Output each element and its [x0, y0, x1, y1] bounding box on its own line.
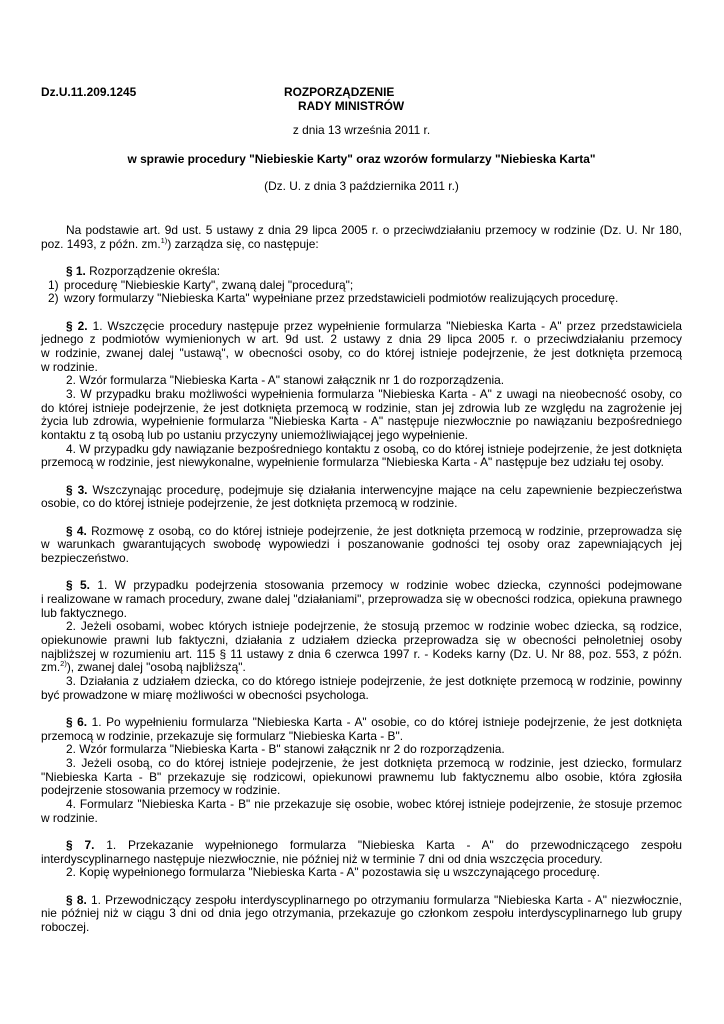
section-5-line — [41, 579, 682, 593]
section-label: § 4. — [66, 523, 87, 538]
section-7 — [41, 839, 682, 880]
section-8-line: roboczej. — [41, 920, 90, 935]
act-type-title: ROZPORZĄDZENIE — [284, 85, 395, 99]
line-text: 1. Przewodniczący zespołu interdyscyplinarnego po otrzymaniu formularza "Niebieska Karta - A" niezwłocznie, — [91, 892, 682, 907]
list-item — [41, 279, 682, 293]
section-3-line: osobie, co do której istnieje podejrzenie, że jest dotknięta przemocą w rodzinie. — [41, 496, 458, 511]
line-text: poz. 1493, z późn. zm. — [41, 236, 161, 251]
line-text: ) zarządza się, co następuje: — [167, 236, 319, 251]
section-7-line: 2. Kopię wypełnionego formularza "Niebieska Karta - A" pozostawia się u wszczynającego procedurę. — [66, 865, 600, 880]
section-3 — [41, 484, 682, 511]
section-2 — [41, 320, 682, 470]
act-subject: w sprawie procedury "Niebieskie Karty" oraz wzorów formularzy "Niebieska Karta" — [127, 152, 596, 166]
section-5-line: opiekunowie prawni lub faktyczni, działania z udziałem dziecka przeprowadza się w obecności pełnoletniej osoby — [41, 633, 682, 648]
footnote-reference: 1) — [160, 235, 168, 245]
section-2-line: życia lub zdrowia, wypełnienie formularza "Niebieska Karta - A" następuje niezwłocznie po nawiązaniu bezpośredniego — [41, 414, 682, 429]
section-label: § 1. — [66, 264, 86, 278]
line-text: ), zwanej dalej "osobą najbliższą". — [66, 660, 246, 675]
section-5-line: 3. Działania z udziałem dziecka, co do którego istnieje podejrzenie, że jest dotknięte przemocą w rodzinie, powinny — [66, 674, 682, 689]
section-4-line: w warunkach gwarantujących swobodę wypowiedzi i poszanowanie godności tej osoby oraz zapewniających jej — [41, 537, 682, 552]
section-4-line — [41, 525, 682, 539]
section-5-line: być prowadzone w miarę możliwości w obecności psychologa. — [41, 687, 369, 702]
section-2-line: jednego z podmiotów wymienionych w art. 9d ust. 2 ustawy z dnia 29 lipca 2005 r. o przeciwdziałaniu przemocy — [41, 332, 682, 347]
list-item-text: wzory formularzy "Niebieska Karta" wypełniane przez przedstawicieli podmiotów realizujących procedurę. — [64, 291, 619, 306]
line-text: Wszczynając procedurę, podejmuje się działania interwencyjne mające na celu zapewnienie bezpieczeństwa — [92, 482, 682, 497]
line-text: 1. Przekazanie wypełnionego formularza "Niebieska Karta - A" do przewodniczącego zespołu — [106, 838, 682, 853]
section-5 — [41, 579, 682, 702]
section-2-line: przemocą w rodzinie, jest niewykonalne, wypełnienie formularza "Niebieska Karta - A" następuje bez udziału tej osoby. — [41, 455, 664, 470]
act-date: z dnia 13 września 2011 r. — [292, 123, 431, 137]
section-6-line: 2. Wzór formularza "Niebieska Karta - B" stanowi załącznik nr 2 do rozporządzenia. — [66, 742, 505, 757]
section-5-line: i realizowane w ramach procedury, zwane dalej "działaniami", przeprowadza się w obecności rodzica, opiekuna prawnego — [41, 592, 682, 607]
section-1-line — [41, 265, 682, 279]
document-body — [41, 224, 682, 935]
section-3-line — [41, 484, 682, 498]
section-2-line: 4. W przypadku gdy nawiązanie bezpośredniego kontaktu z osobą, co do której istnieje podejrzenie, że jest dotknięta — [66, 441, 682, 456]
section-8-line — [41, 894, 682, 908]
section-6-line: w rodzinie. — [41, 810, 98, 825]
preamble-line — [41, 235, 682, 252]
section-label: § 2. — [66, 318, 88, 333]
section-6-line: 4. Formularz "Niebieska Karta - B" nie przekazuje się osobie, wobec której istnieje podejrzenie, że stosuje przemoc — [66, 797, 682, 812]
section-8 — [41, 894, 682, 935]
line-text: 1. Wszczęcie procedury następuje przez wypełnienie formularza "Niebieska Karta - A" przez przedstawiciela — [92, 318, 682, 333]
section-7-line — [41, 839, 682, 853]
section-5-line: lub faktycznego. — [41, 605, 127, 620]
section-8-line: nie później niż w ciągu 3 dni od dnia jego otrzymania, przekazuje go członkom zespołu interdyscyplinarnego lub grupy — [41, 906, 682, 921]
preamble-line: Na podstawie art. 9d ust. 5 ustawy z dnia 29 lipca 2005 r. o przeciwdziałaniu przemocy w rodzinie (Dz. U. Nr 180, — [66, 223, 682, 237]
section-label: § 5. — [66, 578, 90, 593]
line-text: zm. — [41, 660, 61, 675]
journal-reference: Dz.U.11.209.1245 — [41, 85, 137, 99]
section-5-line: 2. Jeżeli osobami, wobec których istnieje podejrzenie, że stosują przemoc w rodzinie wobec dziecka, są rodzice, — [66, 619, 682, 634]
list-item-number: 2) — [48, 291, 59, 306]
list-item-number: 1) — [48, 277, 59, 292]
section-label: § 3. — [66, 482, 88, 497]
section-4-line: bezpieczeństwo. — [41, 551, 129, 566]
section-2-line — [41, 320, 682, 334]
section-6-line — [41, 716, 682, 730]
section-label: § 6. — [66, 715, 88, 730]
section-6-line: 3. Jeżeli osobą, co do której istnieje podejrzenie, że jest dotknięta przemocą w rodzinie, jest dziecko, formularz — [66, 756, 682, 771]
line-text: Rozmowę z osobą, co do której istnieje podejrzenie, że jest dotknięta przemocą w rodzinie, przeprowadza się — [91, 523, 682, 538]
section-1 — [41, 265, 682, 306]
section-6 — [41, 716, 682, 825]
section-2-line: 3. W przypadku braku możliwości wypełnienia formularza "Niebieska Karta - A" z uwagi na nieobecność osoby, co — [66, 387, 682, 402]
preamble — [41, 224, 682, 251]
section-6-line: przemocą w rodzinie, przekazuje się formularz "Niebieska Karta - B". — [41, 728, 403, 743]
section-5-line — [41, 661, 682, 675]
section-5-line: najbliższej w rozumieniu art. 115 § 11 ustawy z dnia 6 czerwca 1997 r. - Kodeks karny (Dz. U. Nr 88, poz. 553, z późn. — [41, 646, 682, 661]
section-label: § 8. — [66, 892, 87, 907]
line-text: Rozporządzenie określa: — [89, 264, 221, 278]
section-4 — [41, 525, 682, 566]
issuing-authority: RADY MINISTRÓW — [298, 98, 405, 113]
section-2-line: w rodzinie. — [41, 359, 98, 374]
section-2-line: 2. Wzór formularza "Niebieska Karta - A" stanowi załącznik nr 1 do rozporządzenia. — [66, 373, 505, 388]
line-text: 1. Po wypełnieniu formularza "Niebieska Karta - A" osobie, co do której istnieje podejrzenie, że jest dotknięta — [91, 715, 682, 730]
list-item — [41, 292, 682, 306]
line-text: 1. W przypadku podejrzenia stosowania przemocy w rodzinie wobec dziecka, czynności podejmowane — [97, 578, 682, 593]
publication-info: (Dz. U. z dnia 3 października 2011 r.) — [264, 179, 459, 193]
section-2-line: kontaktu z tą osobą lub po ustaniu przyczyny uniemożliwiającej jego wypełnienie. — [41, 428, 468, 443]
footnote-reference: 2) — [60, 659, 67, 669]
section-2-line: do której istnieje podejrzenie, że jest dotknięta przemocą w rodzinie, stan jej zdrowia lub ze względu na zagrożenie jej — [41, 400, 682, 415]
section-6-line: "Niebieska Karta - B" przekazuje się rodzicowi, opiekunowi prawnemu lub faktycznemu albo osobie, która zgłosiła — [41, 769, 682, 784]
section-7-line: interdyscyplinarnego następuje niezwłocznie, nie później niż w terminie 7 dni od dnia wszczęcia procedury. — [41, 851, 603, 866]
list-item-text: procedurę "Niebieskie Karty", zwaną dalej "procedurą"; — [64, 277, 354, 292]
section-2-line: w rodzinie, zwanej dalej "ustawą", w obecności osoby, co do której istnieje podejrzenie, że jest dotknięta przemocą — [41, 346, 682, 361]
section-6-line: podejrzenie stosowania przemocy w rodzinie. — [41, 783, 281, 798]
section-label: § 7. — [66, 838, 95, 853]
